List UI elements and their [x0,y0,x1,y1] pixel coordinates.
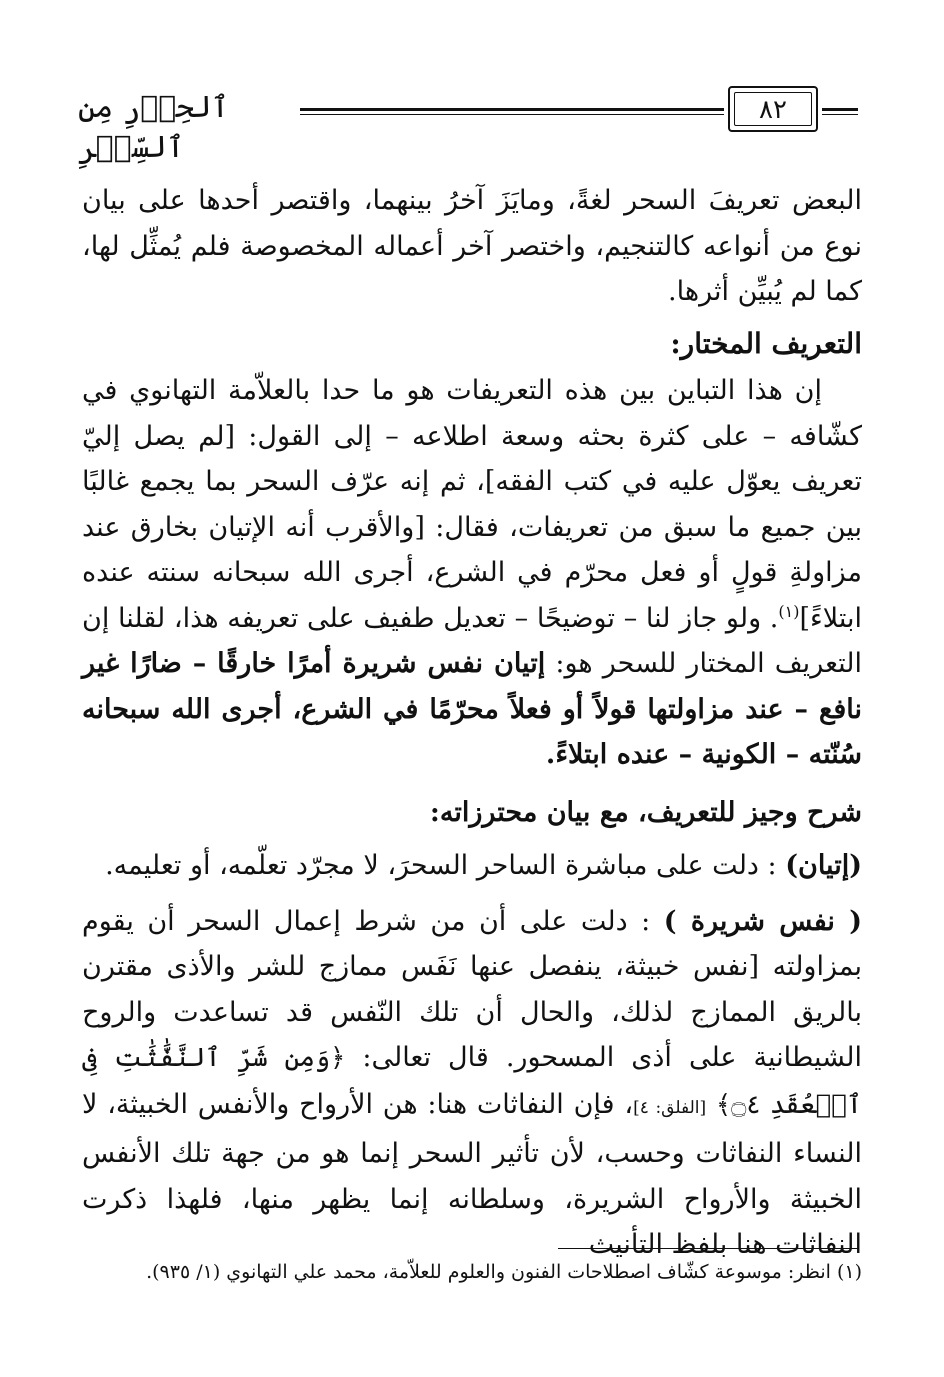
paragraph-definition-continued: . ولو جاز لنا – توضيحًا – تعديل طفيف على تعريفه هذا، لقلنا إن التعريف المختار للسحر هو: [82,602,862,679]
term-itian: (إتيان) [785,850,862,881]
paragraph-term-itian [82,843,862,889]
header-rule-right [822,108,858,115]
book-title: ٱلحِذۡرِ مِن ٱلسِّحۡرِ [78,90,230,165]
heading-definition-explanation: شرح وجيز للتعريف، مع بيان محترزاته: [429,796,862,828]
footnote-rule [558,1248,858,1249]
quran-verse: ﴿وَمِن شَرِّ ٱلنَّفَّٰثَٰتِ فِى ٱلۡعُقَدِ ۝٤﴾ [82,1043,862,1120]
footnote-mark: (١) [778,601,800,621]
header-rule-left [300,108,724,115]
page-number-frame [728,86,818,132]
paragraph-term-nafs [82,899,862,1268]
page-body [82,178,862,1268]
heading-chosen-definition: التعريف المختار: [670,326,862,360]
term-itian-definition: : دلت على مباشرة الساحر السحرَ، لا مجرّد تعلّمه، أو تعليمه. [105,850,777,881]
page-number: ٨٢ [759,95,787,125]
quran-reference: [الفلق: ٤] [633,1097,707,1118]
term-nafs-definition: : دلت على أن من شرط إعمال السحر أن يقوم بمزاولته [نفس خبيثة، ينفصل عنها نَفَس ممازج للشر والأذى مقترن بالريق الممازج لذلك، والحال أن تلك النّفس قد تساعدت والروح الشيطانية على أذى المسحور. قال تعالى: [82,905,862,1073]
paragraph-intro: البعض تعريفَ السحر لغةً، ومايَزَ آخرُ بينهما، واقتصر أحدها على بيان نوع من أنواعه كالتنجيم، واختصر آخر أعماله المخصوصة فلم يُمثِّل لها، كما لم يُبيِّن أثرها. [82,185,862,307]
page-header [78,86,858,165]
footnote: (١) انظر: موسوعة كشّاف اصطلاحات الفنون والعلوم للعلاّمة، محمد علي التهانوي (١/ ٩٣٥). [146,1261,862,1283]
paragraph-definition [82,368,862,778]
term-nafs-sharira: ( نفس شريرة ) [663,905,862,937]
paragraph-definition-text: إن هذا التباين بين هذه التعريفات هو ما حدا بالعلاّمة التهانوي في كشّافه – على كثرة بحثه وسعة اطلاعه – إلى القول: [لم يصل إليّ تعريف يعوّل عليه في كتب الفقه]، ثم إنه عرّف السحر بما يجمع غالبًا بين جميع ما سبق من تعريفات، فقال: [والأقرب أنه الإتيان بخارق عند مزاولةِ قولٍ أو فعل محرّم في الشرع، أجرى الله سبحانه سنته عنده ابتلاءً] [82,375,862,634]
term-nafs-continued: ، فإن النفاثات هنا: هن الأرواح والأنفس الخبيثة، لا النساء النفاثات وحسب، لأن تأثير السحر إنما هو من جهة تلك الأنفس الخبيثة والأرواح الشريرة، وسلطانه إنما يظهر منها، فلهذا ذكرت النفاثات هنا بلفظ التأنيث [82,1088,862,1260]
chosen-definition-bold: إتيان نفس شريرة أمرًا خارقًا – ضارًا غير نافع – عند مزاولتها قولاً أو فعلاً محرّمًا في الشرع، أجرى الله سبحانه سُنّته – الكونية – عنده ابتلاءً. [82,648,862,770]
